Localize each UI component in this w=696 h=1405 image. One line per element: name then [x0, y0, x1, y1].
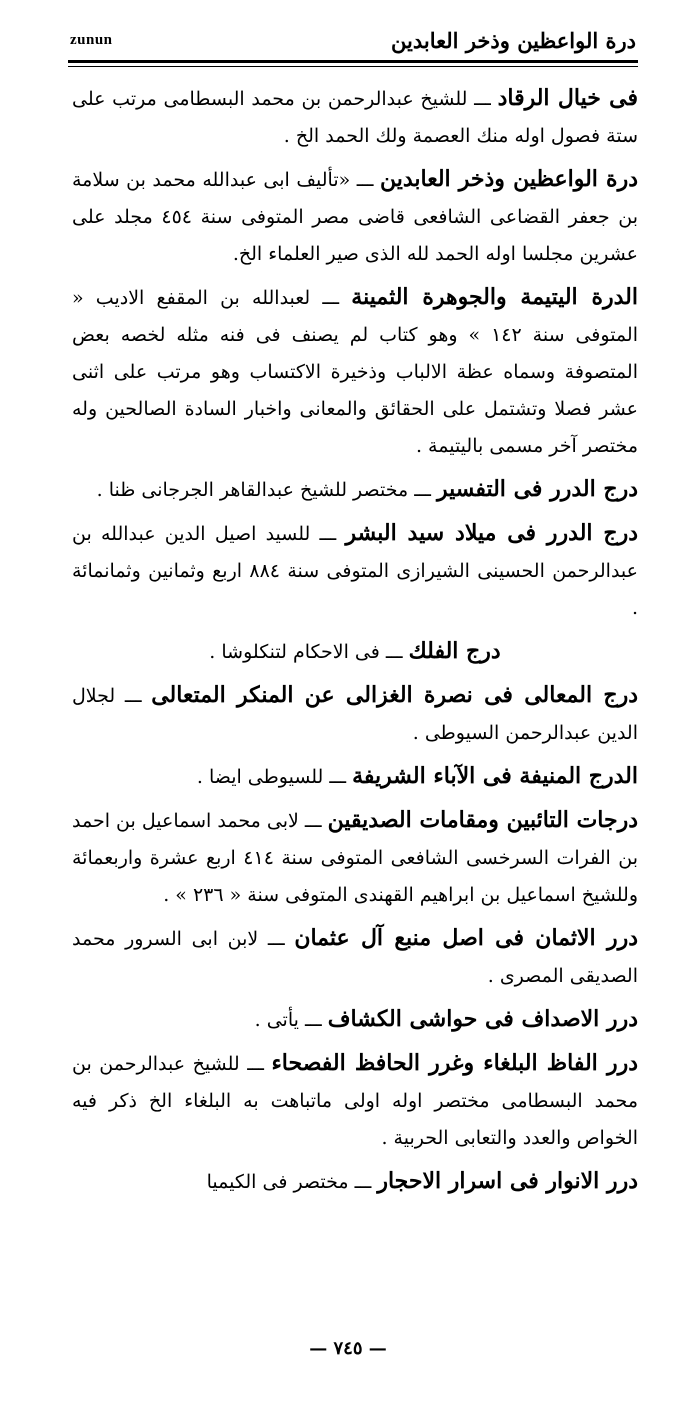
entry-text: ـــ لجلال الدين عبدالرحمن السيوطى .	[72, 685, 638, 744]
entry-text: ـــ للسيد اصيل الدين عبدالله بن عبدالرحمن الحسينى الشيرازى المتوفى سنة ٨٨٤ اربع وثمانين وثمانمائة .	[72, 523, 638, 619]
entry-title: درر الانوار فى اسرار الاحجار	[377, 1168, 638, 1194]
entry	[72, 80, 638, 155]
entry-title: درر الاصداف فى حواشى الكشاف	[327, 1006, 638, 1032]
entries-list	[72, 80, 638, 1201]
entry-title: الدرة اليتيمة والجوهرة الثمينة	[351, 284, 638, 310]
entry-title: الدرج المنيفة فى الآباء الشريفة	[352, 763, 638, 789]
entry-title: درج الدرر فى التفسير	[436, 476, 638, 502]
entry-title: فى خيال الرقاد	[497, 85, 638, 111]
entry	[72, 515, 638, 627]
header-rule-thin	[68, 66, 638, 67]
header-code: zunun	[70, 32, 113, 48]
entry-text: ـــ مختصر للشيخ عبدالقاهر الجرجانى ظنا .	[96, 479, 437, 501]
header-title: درة الواعظين وذخر العابدين	[391, 28, 636, 53]
entry-title: درج الفلك	[408, 638, 501, 664]
entry-title: درر الاثمان فى اصل منبع آل عثمان	[294, 925, 638, 951]
running-header	[70, 28, 636, 54]
entry-text: ـــ مختصر فى الكيميا	[206, 1171, 378, 1193]
entry-text: ـــ للشيخ عبدالرحمن بن محمد البسطامى مرتب على ستة فصول اوله منك العصمة ولك الحمد الخ .	[72, 88, 638, 147]
entry	[72, 161, 638, 273]
entry-text: ـــ لعبدالله بن المقفع الاديب « المتوفى سنة ١٤٢ » وهو كتاب لم يصنف فى فنه مثله لخصه بعض المتصوفة وسماه عظة الالباب وذخيرة الاكتساب وهو مرتب على اثنى عشر فصلا وتشتمل على الحقائق والمعانى واخبار السادة الصالحين وله مختصر آخر مسمى باليتيمة .	[72, 287, 638, 457]
entry-text: ـــ «تأليف ابى عبدالله محمد بن سلامة بن جعفر القضاعى الشافعى قاضى مصر المتوفى سنة ٤٥٤ مجلد على عشرين مجلسا اوله الحمد لله الذى صير العلماء الخ.	[72, 169, 638, 265]
entry	[72, 677, 638, 752]
entry-title: درجات التائبين ومقامات الصديقين	[327, 807, 639, 833]
entry-text: ـــ يأتى .	[254, 1009, 328, 1031]
entry-text: ـــ للشيخ عبدالرحمن بن محمد البسطامى مختصر اوله اولى ماتباهت به البلغاء الخ ذكر فيه الخواص والعدد والتعابى الحربية .	[72, 1053, 638, 1149]
entry	[72, 758, 638, 796]
entry-title: درج المعالى فى نصرة الغزالى عن المنكر المتعالى	[151, 682, 638, 708]
entry	[72, 633, 638, 671]
page-number: — ٧٤٥ —	[309, 1338, 387, 1359]
header-rule-thick	[68, 60, 638, 63]
entry-title: درر الفاظ البلغاء وغرر الحافظ الفصحاء	[271, 1050, 638, 1076]
entry	[72, 1163, 638, 1201]
entry-title: درج الدرر فى ميلاد سيد البشر	[345, 520, 638, 546]
entry	[72, 802, 638, 914]
entry-text: ـــ للسيوطى ايضا .	[196, 766, 353, 788]
entry-text: ـــ فى الاحكام لتنكلوشا .	[209, 641, 409, 663]
entry	[72, 1045, 638, 1157]
entry-text: ـــ لابن ابى السرور محمد الصديقى المصرى .	[72, 928, 638, 987]
entry	[72, 920, 638, 995]
entry	[72, 1001, 638, 1039]
entry-text: ـــ لابى محمد اسماعيل بن احمد بن الفرات السرخسى الشافعى المتوفى سنة ٤١٤ اربع عشرة واربعمائة وللشيخ اسماعيل بن ابراهيم القهندى المتوفى سنة « ٢٣٦ » .	[72, 810, 638, 906]
entry	[72, 279, 638, 465]
entry-title: درة الواعظين وذخر العابدين	[379, 166, 639, 192]
entry	[72, 471, 638, 509]
